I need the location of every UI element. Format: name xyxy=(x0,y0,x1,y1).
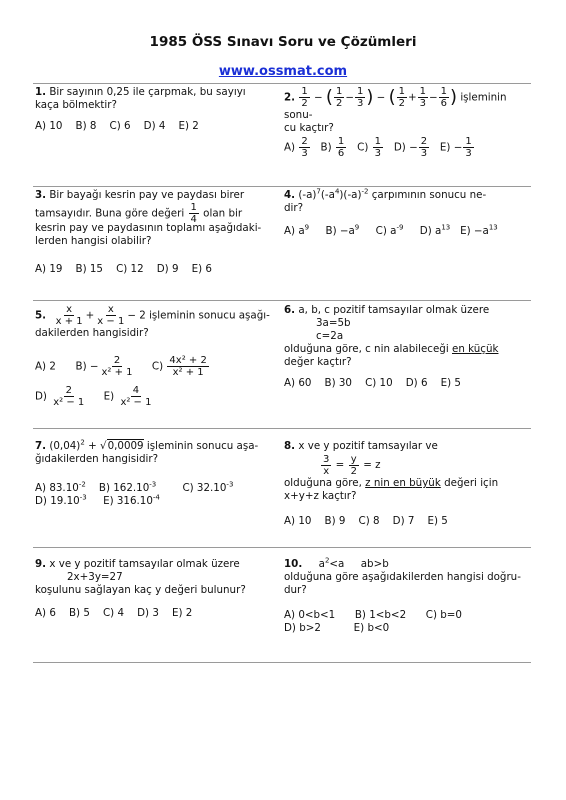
fraction-denominator: 2 xyxy=(350,465,357,477)
question-number: 8. xyxy=(284,440,296,452)
option-a: A) 83.10 xyxy=(35,482,79,494)
question-text: işleminin sonucu aşağı- xyxy=(149,309,270,322)
question-number: 1. xyxy=(35,86,47,98)
condition: <a xyxy=(329,558,345,570)
fraction-numerator: x xyxy=(66,304,73,315)
question-text: kaça bölmektir? xyxy=(35,99,117,111)
math-term: − 2 xyxy=(127,309,146,322)
option-value: x² − 1 xyxy=(53,397,85,408)
math-term: (0,04) xyxy=(49,440,81,452)
minus-sign: − xyxy=(409,141,418,154)
question-text: olan bir xyxy=(203,207,243,220)
option-d: D) a xyxy=(419,225,442,237)
question-2-options xyxy=(284,136,534,159)
divider xyxy=(33,428,531,429)
question-text: olduğuna göre, c nin alabileceği xyxy=(284,343,449,355)
option-value: 3 xyxy=(465,148,472,159)
option-value: 2 xyxy=(301,136,308,147)
question-number: 10. xyxy=(284,558,303,570)
question-10 xyxy=(284,558,534,597)
option-e: E) −a xyxy=(460,225,489,237)
question-text: dakilerden hangisidir? xyxy=(35,327,149,339)
divider xyxy=(33,662,531,663)
option-value: x² − 1 xyxy=(120,397,152,408)
divider xyxy=(33,83,531,84)
option-a: A) 2 xyxy=(35,360,56,373)
question-10-options-row2: D) b>2 E) b<0 xyxy=(284,622,390,634)
option-a: A) a xyxy=(284,225,305,237)
divider xyxy=(33,300,531,301)
option-value: x² + 1 xyxy=(101,367,133,378)
option-d: D) 19.10 xyxy=(35,495,80,507)
math-operator: = xyxy=(335,459,345,471)
option-value: 2 xyxy=(65,385,72,396)
question-text: koşulunu sağlayan kaç y değeri bulunur? xyxy=(35,584,246,596)
exponent: 2 xyxy=(80,438,85,447)
question-text: olduğuna göre aşağıdakilerden hangisi doğru- xyxy=(284,571,521,583)
option-value: 3 xyxy=(374,148,381,159)
question-7-options xyxy=(35,482,233,508)
fraction-denominator: x − 1 xyxy=(97,316,125,327)
radicand: 0,0009 xyxy=(107,440,144,452)
fraction-numerator: 1 xyxy=(190,202,197,213)
question-text: değer kaçtır? xyxy=(284,356,352,368)
question-8 xyxy=(284,440,534,503)
site-link[interactable]: www.ossmat.com xyxy=(218,64,348,79)
option-value: 2 xyxy=(420,136,428,147)
exponent: -2 xyxy=(78,480,86,489)
exponent: 9 xyxy=(304,223,310,232)
exponent: 13 xyxy=(441,223,451,232)
option-b: B) 162.10 xyxy=(98,482,150,494)
fraction-numerator: x xyxy=(107,304,114,315)
fraction-denominator: x xyxy=(323,465,330,477)
option-b: B) −a xyxy=(325,225,355,237)
page-title: 1985 ÖSS Sınavı Soru ve Çözümleri xyxy=(149,34,417,50)
exponent: -3 xyxy=(149,480,157,489)
question-5: 5. $\frac{x}{x + 1}$ + $\frac{x}{x - 1}$ − 2 işleminin sonucu aşağı- dakilerden hangisidir? xyxy=(35,304,270,339)
exponent: 9 xyxy=(354,223,360,232)
option-c: C) a xyxy=(375,225,397,237)
question-text: kesrin pay ve paydasının toplamı aşağıdaki- xyxy=(35,222,262,234)
question-8-options: A) 10 B) 9 C) 8 D) 7 E) 5 xyxy=(284,515,448,527)
question-4: 4. $(-a)^7(-a^4)(-a)^{-2}$ çarpımının sonucu ne- dir? xyxy=(284,187,487,214)
question-text: x+y+z kaçtır? xyxy=(284,490,357,502)
question-text: olduğuna göre, xyxy=(284,477,362,489)
option-c: C) xyxy=(151,360,164,373)
question-text: değeri için xyxy=(444,477,499,489)
option-value: 1 xyxy=(465,136,472,147)
question-emphasis: z nin en büyük xyxy=(365,477,441,489)
question-text: tamsayıdır. Buna göre değeri xyxy=(35,207,185,220)
question-6-options: A) 60 B) 30 C) 10 D) 6 E) 5 xyxy=(284,377,461,389)
question-text: x ve y pozitif tamsayılar ve xyxy=(298,440,438,452)
question-7: 7. $(0,04)^2 + √0,0009$ işleminin sonucu aşa- ğıdakilerden hangisidir? xyxy=(35,438,259,465)
question-text: cu kaçtır? xyxy=(284,122,334,134)
option-value: 3 xyxy=(301,148,308,159)
option-value: x² + 1 xyxy=(172,367,204,378)
question-6 xyxy=(284,304,534,369)
option-value: 3 xyxy=(420,148,428,159)
exponent: -3 xyxy=(79,493,87,502)
option-b: B) xyxy=(320,141,332,154)
question-1 xyxy=(35,86,275,112)
equation: c=2a xyxy=(316,330,344,342)
question-number: 6. xyxy=(284,304,296,316)
question-10-options-row1: A) 0<b<1 B) 1<b<2 C) b=0 xyxy=(284,609,462,621)
option-e: E) xyxy=(103,390,115,403)
condition: ab>b xyxy=(360,558,389,570)
option-d: D) xyxy=(393,141,406,154)
question-number: 5. xyxy=(35,309,47,322)
fraction-numerator: 3 xyxy=(323,453,330,465)
question-1-options: A) 10 B) 8 C) 6 D) 4 E) 2 xyxy=(35,120,199,132)
exponent: -9 xyxy=(396,223,404,232)
equation: 3a=5b xyxy=(316,317,351,329)
question-text: Bir bayağı kesrin pay ve paydası birer xyxy=(49,189,245,201)
divider xyxy=(33,547,531,548)
exponent: 13 xyxy=(488,223,498,232)
question-number: 4. xyxy=(284,189,296,201)
question-text: Bir sayının 0,25 ile çarpmak, bu sayıyı xyxy=(49,86,246,98)
option-value: 1 xyxy=(337,136,345,147)
question-text: işleminin sonu- xyxy=(284,91,507,121)
question-3-options: A) 19 B) 15 C) 12 D) 9 E) 6 xyxy=(35,263,212,275)
question-text: lerden hangisi olabilir? xyxy=(35,235,152,247)
option-value: 2 xyxy=(113,355,121,366)
condition: a xyxy=(318,558,325,570)
option-c: C) xyxy=(357,141,369,154)
option-e: E) xyxy=(439,141,451,154)
option-value: 1 xyxy=(374,136,381,147)
option-value: 4 xyxy=(132,385,140,396)
equation: 2x+3y=27 xyxy=(67,571,123,583)
fraction-denominator: x + 1 xyxy=(55,316,83,327)
question-3 xyxy=(35,189,280,248)
question-text: ğıdakilerden hangisidir? xyxy=(35,453,159,465)
question-number: 7. xyxy=(35,440,47,452)
fraction-denominator: 4 xyxy=(190,214,197,225)
question-text: işleminin sonucu aşa- xyxy=(146,440,259,452)
question-text: a, b, c pozitif tamsayılar olmak üzere xyxy=(298,304,490,316)
divider xyxy=(33,186,531,187)
option-value: 6 xyxy=(337,148,345,159)
question-4-options xyxy=(284,225,498,238)
question-number: 3. xyxy=(35,189,47,201)
option-b: B) − xyxy=(75,360,99,373)
exponent: -4 xyxy=(152,493,160,502)
option-value: 4x² + 2 xyxy=(169,355,207,366)
question-9 xyxy=(35,558,285,597)
math-operator: + xyxy=(88,440,97,452)
question-number: 2. xyxy=(284,91,296,104)
question-text: dur? xyxy=(284,584,307,596)
question-text: dir? xyxy=(284,202,304,214)
question-text: x ve y pozitif tamsayılar olmak üzere xyxy=(49,558,240,570)
option-d: D) xyxy=(35,390,47,403)
minus-sign: − xyxy=(453,141,463,154)
question-5-options-row2 xyxy=(35,385,154,408)
question-5-options-row1 xyxy=(35,355,210,378)
fraction-numerator: y xyxy=(350,453,357,465)
question-emphasis: en küçük xyxy=(452,343,499,355)
exponent: -3 xyxy=(226,480,234,489)
option-a: A) xyxy=(284,141,296,154)
option-c: C) 32.10 xyxy=(182,482,227,494)
question-2: 2. $\frac{1}{2}$ − ( $\frac{1}{2}$ − $\frac{1}{3}$ ) − ( $\frac{1}{2}$ + $\frac{1}{3}$ − $\frac{1}{6}$ ) işleminin sonu- cu kaçtır? xyxy=(284,86,507,134)
option-e: E) 316.10 xyxy=(103,495,153,507)
exponent: 2 xyxy=(324,556,330,565)
question-number: 9. xyxy=(35,558,47,570)
math-term: = z xyxy=(363,459,381,471)
question-9-options: A) 6 B) 5 C) 4 D) 3 E) 2 xyxy=(35,607,193,619)
